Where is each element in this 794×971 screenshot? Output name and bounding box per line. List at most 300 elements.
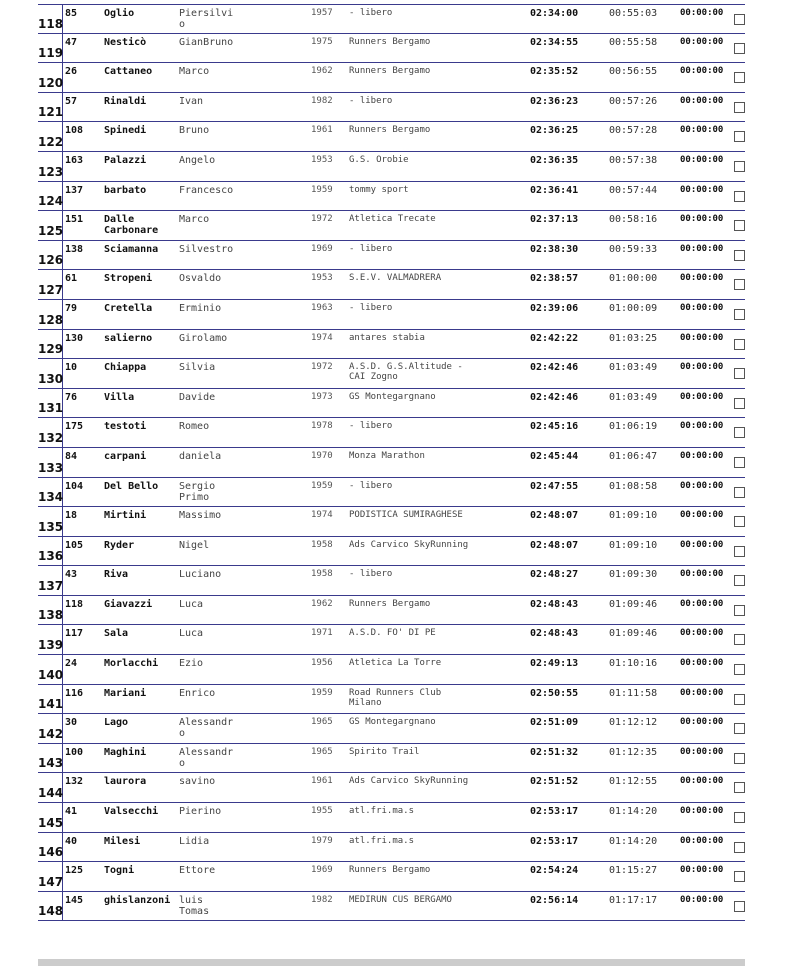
result-row <box>38 833 745 863</box>
birth-year-cell: 1971 <box>311 628 333 639</box>
gap-time-cell: 01:14:20 <box>609 806 658 818</box>
extra-time-cell: 00:00:00 <box>680 332 724 343</box>
position-cell: 140 <box>38 667 64 682</box>
gap-time-cell: 00:55:58 <box>609 36 658 48</box>
extra-time-cell: 00:00:00 <box>680 865 724 876</box>
extra-time-cell: 00:00:00 <box>680 36 724 47</box>
extra-time-cell: 00:00:00 <box>680 539 724 550</box>
extra-time-cell: 00:00:00 <box>680 154 724 165</box>
extra-time-cell: 00:00:00 <box>680 125 724 136</box>
position-cell: 128 <box>38 312 64 327</box>
extra-time-cell: 00:00:00 <box>680 628 724 639</box>
position-cell: 133 <box>38 460 64 475</box>
gap-time-cell: 01:06:19 <box>609 421 658 433</box>
team-cell: - libero <box>349 421 393 432</box>
team-cell: Ads Carvico SkyRunning <box>349 776 469 787</box>
position-cell: 141 <box>38 697 64 712</box>
position-cell: 132 <box>38 430 64 445</box>
select-checkbox[interactable] <box>734 309 745 320</box>
first-name-cell: Pierino <box>179 806 222 818</box>
bib-number-cell: 57 <box>65 95 78 107</box>
result-row <box>38 862 745 892</box>
extra-time-cell: 00:00:00 <box>680 835 724 846</box>
birth-year-cell: 1957 <box>311 8 333 18</box>
team-cell: A.S.D. FO' DI PE <box>349 628 436 639</box>
first-name-cell: Silvia <box>179 362 216 374</box>
birth-year-cell: 1982 <box>311 95 333 106</box>
surname-cell: laurora <box>104 776 147 788</box>
select-checkbox[interactable] <box>734 605 745 616</box>
position-cell: 131 <box>38 401 64 416</box>
first-name-cell: Ezio <box>179 658 204 670</box>
result-row <box>38 714 745 744</box>
team-cell: Runners Bergamo <box>349 865 431 876</box>
surname-cell: Chiappa <box>104 362 147 374</box>
team-cell: G.S. Orobie <box>349 154 409 165</box>
result-row <box>38 211 745 241</box>
first-name-cell: Alessandr o <box>179 717 234 740</box>
select-checkbox[interactable] <box>734 279 745 290</box>
first-name-cell: Marco <box>179 214 210 226</box>
result-row <box>38 389 745 419</box>
position-cell: 146 <box>38 845 64 860</box>
finish-time-cell: 02:42:46 <box>530 362 579 374</box>
select-checkbox[interactable] <box>734 664 745 675</box>
team-cell: Runners Bergamo <box>349 598 431 609</box>
select-checkbox[interactable] <box>734 191 745 202</box>
first-name-cell: Osvaldo <box>179 273 222 285</box>
gap-time-cell: 01:00:00 <box>609 273 658 285</box>
surname-cell: Milesi <box>104 835 141 847</box>
gap-time-cell: 01:09:30 <box>609 569 658 581</box>
select-checkbox[interactable] <box>734 161 745 172</box>
result-row <box>38 34 745 64</box>
extra-time-cell: 00:00:00 <box>680 184 724 195</box>
bib-number-cell: 100 <box>65 746 84 758</box>
finish-time-cell: 02:48:07 <box>530 539 579 551</box>
select-checkbox[interactable] <box>734 43 745 54</box>
bib-number-cell: 43 <box>65 569 78 581</box>
position-cell: 144 <box>38 786 64 801</box>
position-cell: 123 <box>38 164 64 179</box>
team-cell: atl.fri.ma.s <box>349 835 415 846</box>
extra-time-cell: 00:00:00 <box>680 746 724 757</box>
gap-time-cell: 01:12:55 <box>609 776 658 788</box>
extra-time-cell: 00:00:00 <box>680 510 724 521</box>
team-cell: Ads Carvico SkyRunning <box>349 539 469 550</box>
surname-cell: Sala <box>104 628 129 640</box>
bib-number-cell: 84 <box>65 450 78 462</box>
team-cell: A.S.D. G.S.Altitude - CAI Zogno <box>349 362 463 383</box>
surname-cell: Sciamanna <box>104 243 159 255</box>
team-cell: Runners Bergamo <box>349 36 431 47</box>
birth-year-cell: 1965 <box>311 717 333 728</box>
surname-cell: Mariani <box>104 687 147 699</box>
position-cell: 125 <box>38 223 64 238</box>
extra-time-cell: 00:00:00 <box>680 421 724 432</box>
team-cell: - libero <box>349 302 393 313</box>
extra-time-cell: 00:00:00 <box>680 806 724 817</box>
birth-year-cell: 1982 <box>311 894 333 905</box>
extra-time-cell: 00:00:00 <box>680 569 724 580</box>
first-name-cell: Nigel <box>179 539 210 551</box>
result-row <box>38 507 745 537</box>
finish-time-cell: 02:49:13 <box>530 658 579 670</box>
first-name-cell: Sergio Primo <box>179 480 216 503</box>
gap-time-cell: 01:08:58 <box>609 480 658 492</box>
bib-number-cell: 26 <box>65 66 78 78</box>
position-cell: 120 <box>38 75 64 90</box>
surname-cell: Rinaldi <box>104 95 147 107</box>
first-name-cell: Ivan <box>179 95 204 107</box>
surname-cell: Togni <box>104 865 135 877</box>
bib-number-cell: 117 <box>65 628 84 640</box>
surname-cell: Oglio <box>104 8 135 19</box>
results-table <box>38 4 745 921</box>
surname-cell: salierno <box>104 332 153 344</box>
surname-cell: Giavazzi <box>104 598 153 610</box>
finish-time-cell: 02:42:22 <box>530 332 579 344</box>
bib-number-cell: 138 <box>65 243 84 255</box>
birth-year-cell: 1959 <box>311 184 333 195</box>
select-checkbox[interactable] <box>734 871 745 882</box>
team-cell: Atletica La Torre <box>349 658 442 669</box>
position-cell: 124 <box>38 194 64 209</box>
result-row <box>38 330 745 360</box>
birth-year-cell: 1961 <box>311 776 333 787</box>
extra-time-cell: 00:00:00 <box>680 362 724 373</box>
result-row <box>38 537 745 567</box>
result-row <box>38 685 745 715</box>
result-row <box>38 122 745 152</box>
position-cell: 119 <box>38 46 64 61</box>
gap-time-cell: 00:57:44 <box>609 184 658 196</box>
birth-year-cell: 1959 <box>311 480 333 491</box>
position-cell: 135 <box>38 519 64 534</box>
finish-time-cell: 02:51:09 <box>530 717 579 729</box>
result-row <box>38 270 745 300</box>
select-checkbox[interactable] <box>734 842 745 853</box>
gap-time-cell: 01:15:27 <box>609 865 658 877</box>
bib-number-cell: 47 <box>65 36 78 48</box>
surname-cell: testoti <box>104 421 147 433</box>
extra-time-cell: 00:00:00 <box>680 894 724 905</box>
first-name-cell: luis Tomas <box>179 894 210 917</box>
select-checkbox[interactable] <box>734 339 745 350</box>
position-cell: 148 <box>38 904 64 919</box>
surname-cell: ghislanzoni <box>104 894 171 906</box>
surname-cell: Valsecchi <box>104 806 159 818</box>
birth-year-cell: 1953 <box>311 273 333 284</box>
position-cell: 126 <box>38 253 64 268</box>
result-row <box>38 300 745 330</box>
extra-time-cell: 00:00:00 <box>680 214 724 225</box>
first-name-cell: Erminio <box>179 302 222 314</box>
first-name-cell: Davide <box>179 391 216 403</box>
bib-number-cell: 85 <box>65 8 78 19</box>
team-cell: atl.fri.ma.s <box>349 806 415 817</box>
select-checkbox[interactable] <box>734 14 745 25</box>
surname-cell: Nesticò <box>104 36 147 48</box>
bib-number-cell: 79 <box>65 302 78 314</box>
surname-cell: Cretella <box>104 302 153 314</box>
surname-cell: Maghini <box>104 746 147 758</box>
finish-time-cell: 02:48:43 <box>530 628 579 640</box>
extra-time-cell: 00:00:00 <box>680 66 724 77</box>
select-checkbox[interactable] <box>734 901 745 912</box>
result-row <box>38 359 745 389</box>
bib-number-cell: 116 <box>65 687 84 699</box>
first-name-cell: GianBruno <box>179 36 234 48</box>
result-row <box>38 152 745 182</box>
bib-number-cell: 24 <box>65 658 78 670</box>
select-checkbox[interactable] <box>734 131 745 142</box>
first-name-cell: Romeo <box>179 421 210 433</box>
select-checkbox[interactable] <box>734 694 745 705</box>
extra-time-cell: 00:00:00 <box>680 598 724 609</box>
bib-number-cell: 41 <box>65 806 78 818</box>
position-cell: 122 <box>38 134 64 149</box>
surname-cell: Mirtini <box>104 510 147 522</box>
surname-cell: barbato <box>104 184 147 196</box>
birth-year-cell: 1956 <box>311 658 333 669</box>
position-cell: 143 <box>38 756 64 771</box>
first-name-cell: savino <box>179 776 216 788</box>
extra-time-cell: 00:00:00 <box>680 302 724 313</box>
birth-year-cell: 1979 <box>311 835 333 846</box>
finish-time-cell: 02:51:32 <box>530 746 579 758</box>
first-name-cell: daniela <box>179 450 222 462</box>
select-checkbox[interactable] <box>734 457 745 468</box>
extra-time-cell: 00:00:00 <box>680 450 724 461</box>
gap-time-cell: 01:09:46 <box>609 628 658 640</box>
position-cell: 147 <box>38 874 64 889</box>
gap-time-cell: 01:10:16 <box>609 658 658 670</box>
gap-time-cell: 00:56:55 <box>609 66 658 78</box>
birth-year-cell: 1969 <box>311 243 333 254</box>
select-checkbox[interactable] <box>734 398 745 409</box>
birth-year-cell: 1973 <box>311 391 333 402</box>
result-row <box>38 448 745 478</box>
bib-number-cell: 61 <box>65 273 78 285</box>
finish-time-cell: 02:42:46 <box>530 391 579 403</box>
result-row <box>38 182 745 212</box>
bib-number-cell: 10 <box>65 362 78 374</box>
result-row <box>38 596 745 626</box>
select-checkbox[interactable] <box>734 723 745 734</box>
select-checkbox[interactable] <box>734 753 745 764</box>
team-cell: MEDIRUN CUS BERGAMO <box>349 894 452 905</box>
select-checkbox[interactable] <box>734 102 745 113</box>
position-cell: 121 <box>38 105 64 120</box>
team-cell: Monza Marathon <box>349 450 425 461</box>
result-row <box>38 892 745 922</box>
bib-number-cell: 130 <box>65 332 84 344</box>
finish-time-cell: 02:48:27 <box>530 569 579 581</box>
gap-time-cell: 01:09:10 <box>609 510 658 522</box>
finish-time-cell: 02:45:44 <box>530 450 579 462</box>
result-row <box>38 773 745 803</box>
birth-year-cell: 1978 <box>311 421 333 432</box>
surname-cell: Lago <box>104 717 129 729</box>
finish-time-cell: 02:51:52 <box>530 776 579 788</box>
bib-number-cell: 132 <box>65 776 84 788</box>
surname-cell: Cattaneo <box>104 66 153 78</box>
surname-cell: Morlacchi <box>104 658 159 670</box>
gap-time-cell: 01:03:49 <box>609 362 658 374</box>
bib-number-cell: 108 <box>65 125 84 137</box>
team-cell: Atletica Trecate <box>349 214 436 225</box>
surname-cell: Del Bello <box>104 480 159 492</box>
surname-cell: Dalle Carbonare <box>104 214 159 237</box>
bib-number-cell: 105 <box>65 539 84 551</box>
gap-time-cell: 01:11:58 <box>609 687 658 699</box>
finish-time-cell: 02:36:35 <box>530 154 579 166</box>
extra-time-cell: 00:00:00 <box>680 776 724 787</box>
gap-time-cell: 00:58:16 <box>609 214 658 226</box>
result-row <box>38 93 745 123</box>
position-cell: 129 <box>38 342 64 357</box>
position-cell: 145 <box>38 815 64 830</box>
birth-year-cell: 1959 <box>311 687 333 698</box>
birth-year-cell: 1974 <box>311 332 333 343</box>
team-cell: - libero <box>349 243 393 254</box>
bib-number-cell: 76 <box>65 391 78 403</box>
select-checkbox[interactable] <box>734 368 745 379</box>
birth-year-cell: 1972 <box>311 214 333 225</box>
gap-time-cell: 00:57:38 <box>609 154 658 166</box>
gap-time-cell: 01:09:46 <box>609 598 658 610</box>
extra-time-cell: 00:00:00 <box>680 391 724 402</box>
gap-time-cell: 00:55:03 <box>609 8 658 19</box>
extra-time-cell: 00:00:00 <box>680 95 724 106</box>
first-name-cell: Luca <box>179 598 204 610</box>
bib-number-cell: 18 <box>65 510 78 522</box>
birth-year-cell: 1972 <box>311 362 333 373</box>
position-cell: 127 <box>38 282 64 297</box>
team-cell: - libero <box>349 569 393 580</box>
gap-time-cell: 01:00:09 <box>609 302 658 314</box>
team-cell: Runners Bergamo <box>349 125 431 136</box>
birth-year-cell: 1970 <box>311 450 333 461</box>
first-name-cell: Luciano <box>179 569 222 581</box>
bib-number-cell: 163 <box>65 154 84 166</box>
birth-year-cell: 1958 <box>311 539 333 550</box>
result-row <box>38 478 745 508</box>
gap-time-cell: 01:03:25 <box>609 332 658 344</box>
first-name-cell: Piersilvi o <box>179 8 234 30</box>
result-row <box>38 418 745 448</box>
position-cell: 139 <box>38 638 64 653</box>
extra-time-cell: 00:00:00 <box>680 8 724 18</box>
first-name-cell: Enrico <box>179 687 216 699</box>
gap-time-cell: 01:17:17 <box>609 894 658 906</box>
finish-time-cell: 02:36:25 <box>530 125 579 137</box>
select-checkbox[interactable] <box>734 546 745 557</box>
first-name-cell: Francesco <box>179 184 234 196</box>
horizontal-scrollbar[interactable] <box>38 959 745 966</box>
gap-time-cell: 00:57:28 <box>609 125 658 137</box>
gap-time-cell: 01:12:12 <box>609 717 658 729</box>
surname-cell: Spinedi <box>104 125 147 137</box>
select-checkbox[interactable] <box>734 575 745 586</box>
result-row <box>38 625 745 655</box>
gap-time-cell: 00:57:26 <box>609 95 658 107</box>
finish-time-cell: 02:45:16 <box>530 421 579 433</box>
first-name-cell: Marco <box>179 66 210 78</box>
first-name-cell: Girolamo <box>179 332 228 344</box>
result-row <box>38 566 745 596</box>
bib-number-cell: 118 <box>65 598 84 610</box>
bib-number-cell: 104 <box>65 480 84 492</box>
finish-time-cell: 02:48:07 <box>530 510 579 522</box>
position-cell: 142 <box>38 726 64 741</box>
bib-number-cell: 151 <box>65 214 84 226</box>
finish-time-cell: 02:54:24 <box>530 865 579 877</box>
position-cell: 137 <box>38 578 64 593</box>
first-name-cell: Silvestro <box>179 243 234 255</box>
team-cell: - libero <box>349 8 393 18</box>
select-checkbox[interactable] <box>734 487 745 498</box>
surname-cell: Riva <box>104 569 129 581</box>
extra-time-cell: 00:00:00 <box>680 717 724 728</box>
select-checkbox[interactable] <box>734 782 745 793</box>
select-checkbox[interactable] <box>734 220 745 231</box>
finish-time-cell: 02:37:13 <box>530 214 579 226</box>
birth-year-cell: 1962 <box>311 598 333 609</box>
select-checkbox[interactable] <box>734 812 745 823</box>
gap-time-cell: 01:09:10 <box>609 539 658 551</box>
extra-time-cell: 00:00:00 <box>680 480 724 491</box>
finish-time-cell: 02:38:30 <box>530 243 579 255</box>
team-cell: PODISTICA SUMIRAGHESE <box>349 510 463 521</box>
gap-time-cell: 01:06:47 <box>609 450 658 462</box>
select-checkbox[interactable] <box>734 516 745 527</box>
finish-time-cell: 02:34:00 <box>530 8 579 19</box>
select-checkbox[interactable] <box>734 634 745 645</box>
bib-number-cell: 125 <box>65 865 84 877</box>
first-name-cell: Bruno <box>179 125 210 137</box>
select-checkbox[interactable] <box>734 72 745 83</box>
first-name-cell: Angelo <box>179 154 216 166</box>
team-cell: GS Montegargnano <box>349 391 436 402</box>
select-checkbox[interactable] <box>734 250 745 261</box>
birth-year-cell: 1974 <box>311 510 333 521</box>
surname-cell: Palazzi <box>104 154 147 166</box>
extra-time-cell: 00:00:00 <box>680 273 724 284</box>
bib-number-cell: 175 <box>65 421 84 433</box>
result-row <box>38 4 745 34</box>
finish-time-cell: 02:36:41 <box>530 184 579 196</box>
extra-time-cell: 00:00:00 <box>680 687 724 698</box>
gap-time-cell: 01:03:49 <box>609 391 658 403</box>
finish-time-cell: 02:47:55 <box>530 480 579 492</box>
finish-time-cell: 02:56:14 <box>530 894 579 906</box>
extra-time-cell: 00:00:00 <box>680 243 724 254</box>
select-checkbox[interactable] <box>734 427 745 438</box>
birth-year-cell: 1958 <box>311 569 333 580</box>
bib-number-cell: 40 <box>65 835 78 847</box>
result-row <box>38 655 745 685</box>
team-cell: Spirito Trail <box>349 746 420 757</box>
team-cell: S.E.V. VALMADRERA <box>349 273 442 284</box>
surname-cell: Stropeni <box>104 273 153 285</box>
team-cell: antares stabia <box>349 332 425 343</box>
finish-time-cell: 02:34:55 <box>530 36 579 48</box>
team-cell: Road Runners Club Milano <box>349 687 442 708</box>
position-cell: 118 <box>38 16 64 31</box>
gap-time-cell: 01:14:20 <box>609 835 658 847</box>
